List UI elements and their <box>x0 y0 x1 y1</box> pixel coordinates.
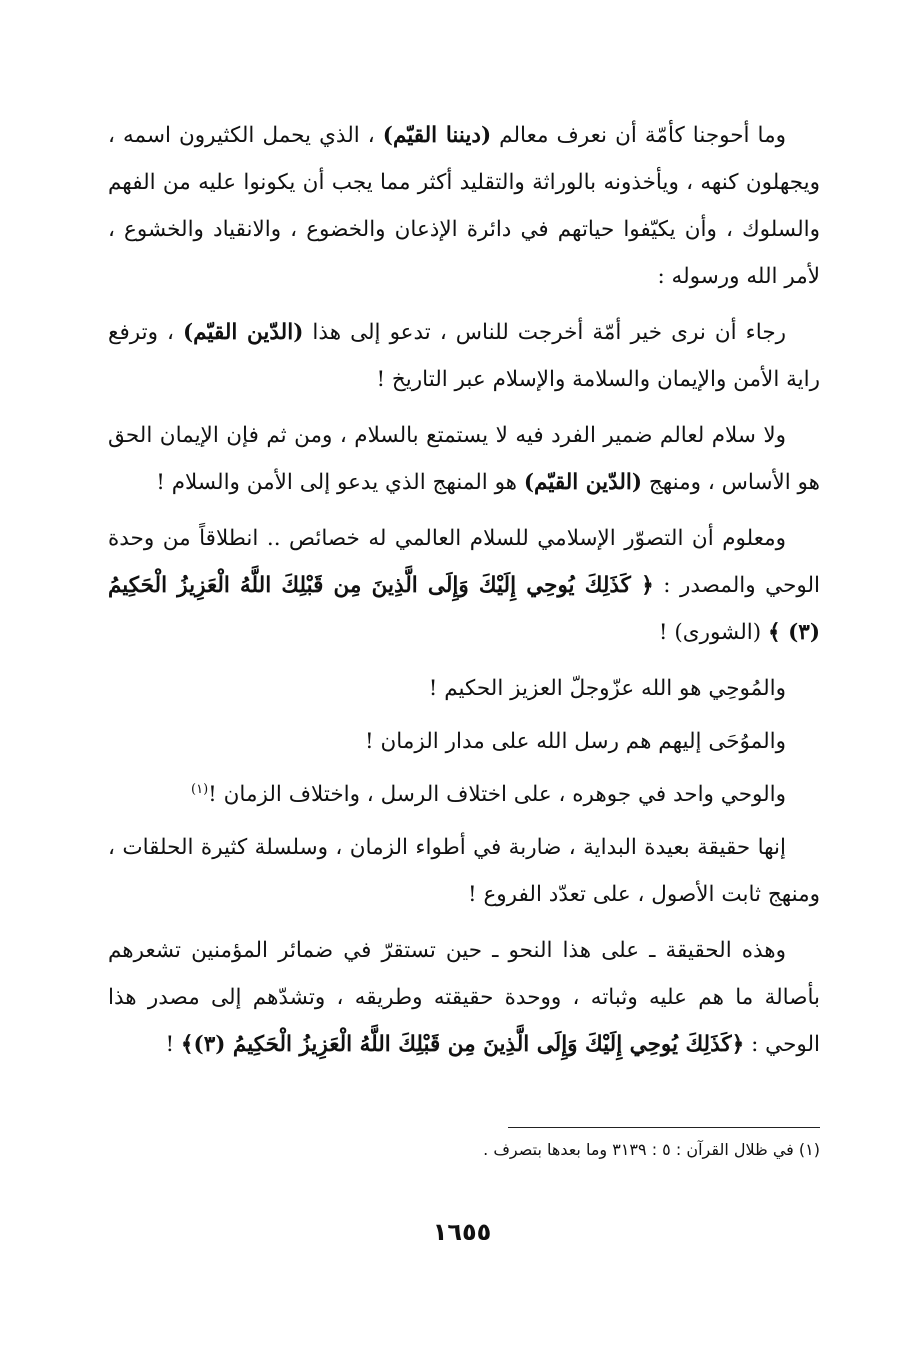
emphasis-text: (ديننا القيّم) <box>382 123 492 148</box>
paragraph-3 <box>108 412 820 506</box>
paragraph-text: إنها حقيقة بعيدة البداية ، ضاربة في أطواء الزمان ، وسلسلة كثيرة الحلقات ، ومنهج ثابت الأصول ، على تعدّد الفروع ! <box>108 835 820 907</box>
paragraph-6 <box>108 718 820 765</box>
paragraph-7 <box>108 771 820 818</box>
paragraph-text: ولا سلام لعالم ضمير الفرد فيه لا يستمتع بالسلام ، ومن ثم فإن الإيمان الحق هو الأساس ، ومنهج <box>108 423 820 495</box>
paragraph-text: والمُوحِي هو الله عزّوجلّ العزيز الحكيم ! <box>428 676 786 701</box>
quran-verse: ﴿كَذَلِكَ يُوحِي إِلَيْكَ وَإِلَى الَّذِينَ مِن قَبْلِكَ اللَّهُ الْعَزِيزُ الْحَكِيمُ (٣)﴾ <box>180 1032 745 1057</box>
paragraph-8 <box>108 824 820 918</box>
page-number: ١٦٥٥ <box>432 1218 492 1246</box>
paragraph-4 <box>108 515 820 656</box>
paragraph-text: هو المنهج الذي يدعو إلى الأمن والسلام ! <box>156 470 524 495</box>
paragraph-5 <box>108 665 820 712</box>
paragraph-text: وما أحوجنا كأمّة أن نعرف معالم <box>491 123 786 148</box>
paragraph-text: ومعلوم أن التصوّر الإسلامي للسلام العالمي له خصائص .. انطلاقاً من وحدة الوحي والمصدر : <box>108 526 820 598</box>
paragraph-9 <box>108 927 820 1068</box>
paragraph-text: (الشورى) ! <box>658 620 768 645</box>
footnote-divider <box>508 1127 820 1128</box>
paragraph-text: والوحي واحد في جوهره ، على اختلاف الرسل ، واختلاف الزمان ! <box>208 782 786 807</box>
emphasis-text: (الدّين القيّم) <box>523 470 643 495</box>
paragraph-text: وهذه الحقيقة ـ على هذا النحو ـ حين تستقرّ في ضمائر المؤمنين تشعرهم بأصالة ما هم عليه وثباته ، ووحدة حقيقته وطريقه ، وتشدّهم إلى مصدر هذا الوحي : <box>108 938 820 1057</box>
paragraph-text: ، الذي يحمل الكثيرون اسمه ، ويجهلون كنهه ، ويأخذونه بالوراثة والتقليد أكثر مما يجب أن يكونوا عليه من الفهم والسلوك ، وأن يكيّفوا حياتهم في دائرة الإذعان والخضوع ، والانقياد والخشوع ، لأمر الله ورسوله : <box>108 123 820 289</box>
paragraph-text: والموُحَى إليهم هم رسل الله على مدار الزمان ! <box>365 729 786 754</box>
quran-verse: ﴿ كَذَلِكَ يُوحِي إِلَيْكَ وَإِلَى الَّذِينَ مِن قَبْلِكَ اللَّهُ الْعَزِيزُ الْحَكِيمُ (٣) ﴾ <box>108 573 820 645</box>
footnote: (١) في ظلال القرآن : ٥ : ٣١٣٩ وما بعدها بتصرف . <box>483 1140 820 1159</box>
paragraph-text: ! <box>165 1032 181 1057</box>
paragraph-2 <box>108 309 820 403</box>
emphasis-text: (الدّين القيّم) <box>182 320 304 345</box>
paragraph-text: ، وترفع راية الأمن والإيمان والسلامة والإسلام عبر التاريخ ! <box>108 320 820 392</box>
footnote-marker: (١) <box>191 781 209 797</box>
page-body <box>108 112 820 1077</box>
paragraph-text: رجاء أن نرى خير أمّة أخرجت للناس ، تدعو إلى هذا <box>303 320 786 345</box>
paragraph-1 <box>108 112 820 300</box>
